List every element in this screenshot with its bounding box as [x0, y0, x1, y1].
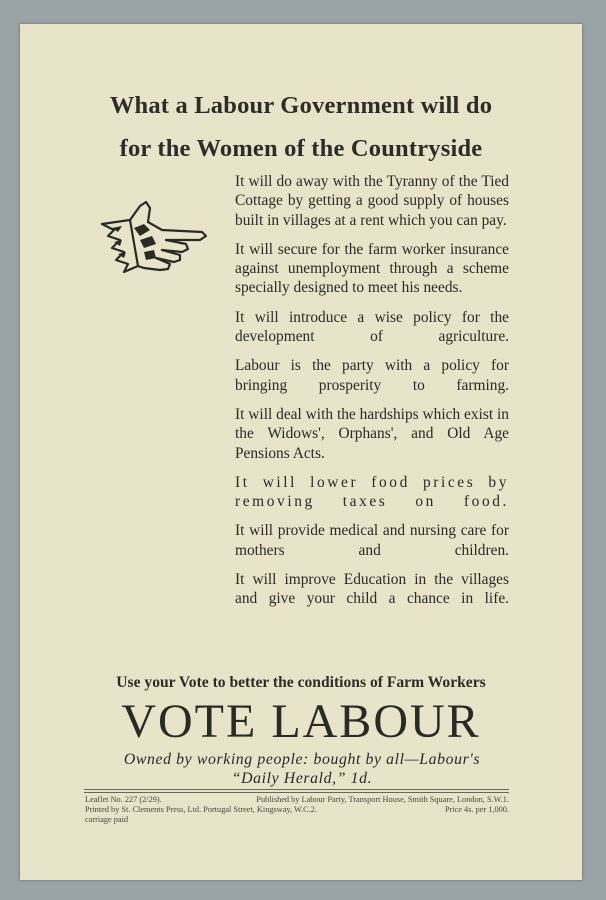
- printer-imprint: [85, 795, 509, 826]
- pointing-hand-icon: [100, 200, 208, 280]
- divider: [84, 792, 509, 793]
- herald-line-2: “Daily Herald,” 1d.: [231, 770, 373, 787]
- headline-line-2: for the Women of the Countryside: [119, 135, 483, 162]
- policy-paragraph: It will introduce a wise policy for the development of agriculture.: [235, 308, 509, 346]
- carriage-note: carriage paid: [85, 815, 129, 825]
- price: Price 4s. per 1,000.: [444, 805, 509, 815]
- leaflet-number: Leaflet No. 227 (2/29).: [85, 795, 162, 804]
- policy-paragraph: It will lower food prices by removing taxes on food.: [235, 473, 509, 511]
- policy-paragraph: It will improve Education in the villages and give your child a chance in life.: [235, 571, 509, 608]
- policy-paragraph: It will secure for the farm worker insurance against unemployment through a scheme specially designed to meet his needs.: [235, 240, 509, 297]
- daily-herald-note: [76, 750, 528, 788]
- publisher: Published by Labour Party, Transport House, Smith Square, London, S.W.1.: [256, 795, 509, 804]
- policy-paragraph: It will provide medical and nursing care for mothers and children.: [235, 522, 509, 559]
- policy-paragraph: Labour is the party with a policy for bringing prosperity to farming.: [235, 357, 509, 394]
- headline-line-1: What a Labour Government will do: [109, 92, 493, 119]
- policy-list: [235, 172, 509, 619]
- printer: Printed by St. Clements Press, Ltd. Portugal Street, Kingsway, W.C.2.: [85, 805, 318, 815]
- policy-paragraph: It will deal with the hardships which exist in the Widows', Orphans', and Old Age Pensions Acts.: [235, 405, 509, 462]
- vote-labour-slogan: VOTE LABOUR: [121, 695, 481, 748]
- policy-paragraph: It will do away with the Tyranny of the Tied Cottage by getting a good supply of houses built in villages at a rent which you can pay.: [235, 173, 509, 229]
- leaflet-page: [20, 24, 582, 880]
- tagline: Use your Vote to better the conditions of Farm Workers: [116, 674, 486, 691]
- imprint-line-2: [85, 805, 509, 815]
- herald-line-1: Owned by working people: bought by all—Labour's: [123, 751, 481, 768]
- divider: [84, 789, 509, 790]
- imprint-line-1: [85, 795, 509, 805]
